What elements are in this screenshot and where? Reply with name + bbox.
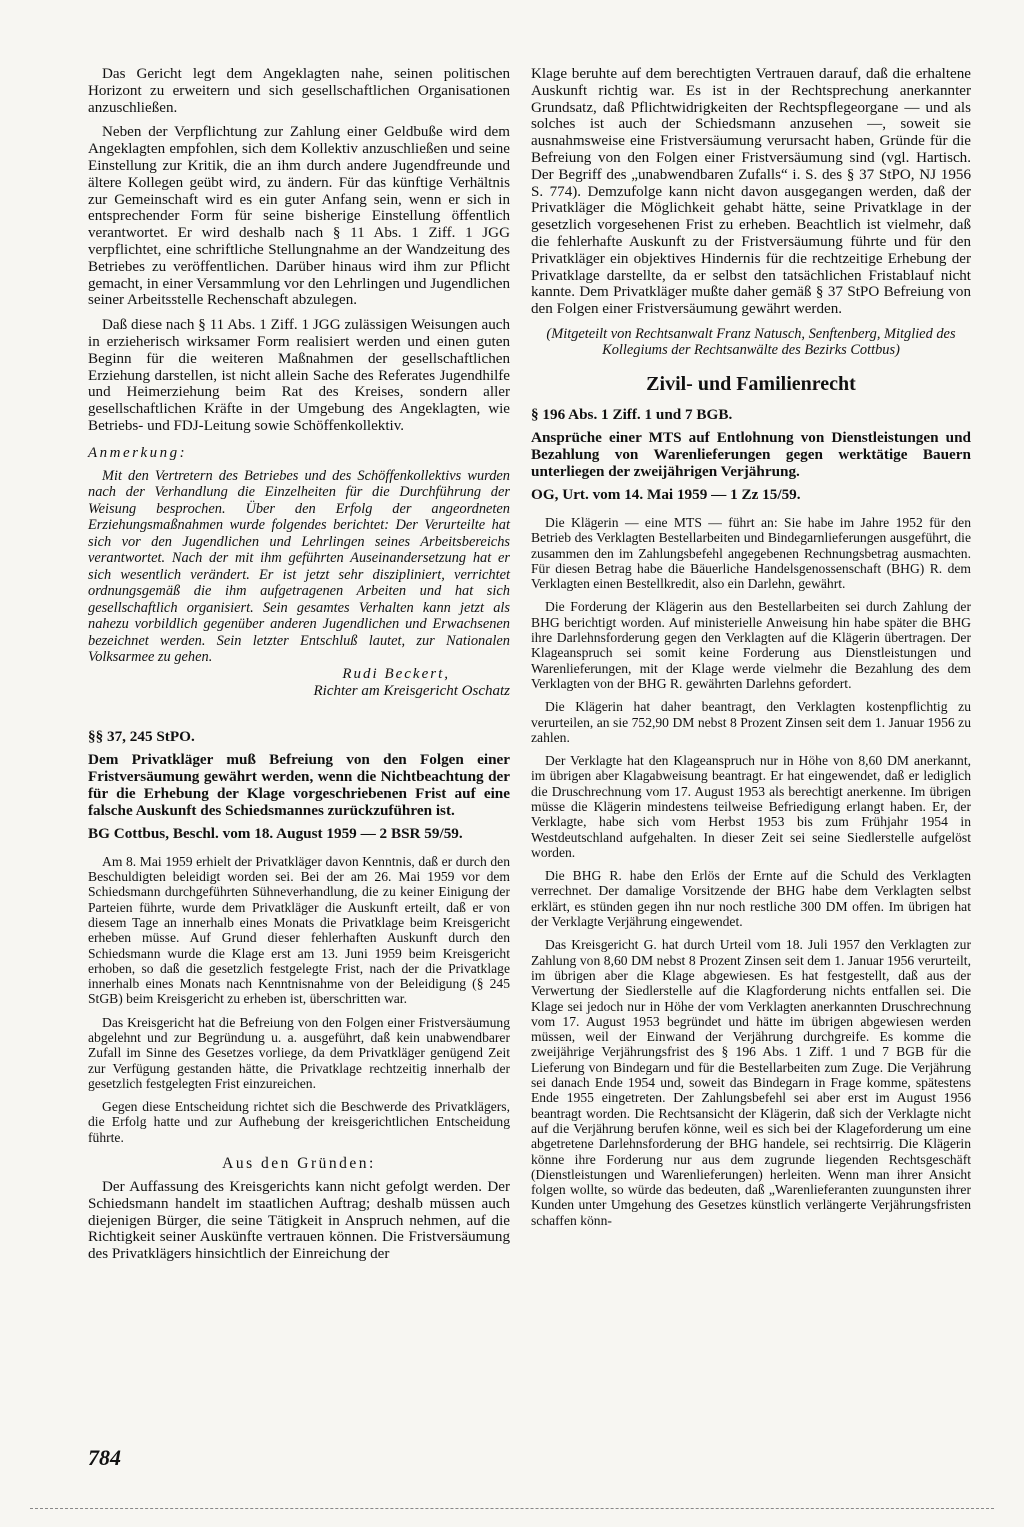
annotation-paragraph: Mit den Vertretern des Betriebes und des Schöffenkollektivs wurden nach der Verhandlung die Einzelheiten für die Durchführung der Weisung besprochen. Über den Erfolg der angeordneten Erziehungsmaßnahmen wurde folgendes berichtet: Der Verurteilte hat sich vor den Jugendlichen und Lehrlingen seines Arbeitsbereichs verantwortet. Nach der mit ihm geführten Auseinandersetzung hat er sich wesentlich verändert. Er ist jetzt sehr diszipliniert, verrichtet ordnungsgemäß die ihm aufgetragenen Arbeiten und hat sich gesellschaftlich organisiert. Sein gesamtes Verhalten kann jetzt als nahezu vorbildlich gegenüber anderen Jugendlichen und Erwachsenen bezeichnet werden. Sein letzter Entschluß lautet, zur Nationalen Volksarmee zu gehen.	[88, 467, 510, 666]
annotation-text	[88, 468, 510, 666]
paragraph: Das Gericht legt dem Angeklagten nahe, seinen politischen Horizont zu erweitern und sich gesellschaftlichen Organisationen anzuschließen.	[88, 66, 510, 116]
page-number: 784	[88, 1445, 121, 1470]
paragraph: Der Auffassung des Kreisgerichts kann nicht gefolgt werden. Der Schiedsmann handelt im staatlichen Auftrag; deshalb müssen auch diejenigen Bürger, die seine Tätigkeit in Anspruch nehmen, auf die Richtigkeit seiner Auskünfte vertrauen können. Die Fristversäumung des Privatklägers hinsichtlich der Einreichung der	[88, 1179, 510, 1263]
paragraph: Daß diese nach § 11 Abs. 1 Ziff. 1 JGG zulässigen Weisungen auch in erzieherisch wirksamer Form realisiert werden und einen guten Beginn für die weiteren Maßnahmen der gesellschaftlichen Erziehung darstellen, ist nicht allein Sache des Referates Jugendhilfe und Heimerziehung beim Rat des Kreises, sondern aller gesellschaftlichen Kräfte in der Umgebung des Angeklagten, wie Betriebs- und FDJ-Leitung sowie Schöffenkollektiv.	[88, 317, 510, 434]
section-heading: Zivil- und Familienrecht	[646, 372, 856, 395]
court-citation: BG Cottbus, Beschl. vom 18. August 1959 — 2 BSR 59/59.	[88, 824, 463, 842]
paragraph: Neben der Verpflichtung zur Zahlung einer Geldbuße wird dem Angeklagten empfohlen, sich dem Kollektiv anzuschließen und seine Einstellung zur Kritik, die an ihm durch andere Jugendfreunde und ältere Kollegen geübt wird, zu ändern. Für das künftige Verhältnis zur Gemeinschaft wird es ein guter Anfang sein, wenn er sich in entsprechender Form für seine bisherige Einstellung öffentlich verantwortet. Er wird deshalb nach § 11 Abs. 1 Ziff. 1 JGG verpflichtet, eine schriftliche Stellungnahme an der Wandzeitung des Betriebes zu veröffentlichen. Darüber hinaus wird ihm zur Pflicht gemacht, in einer Versammlung vor den Lehrlingen und Jugendlichen seiner Arbeitsstelle Rechenschaft abzulegen.	[88, 124, 510, 309]
paragraph: Das Kreisgericht hat die Befreiung von den Folgen einer Fristversäumung abgelehnt und zur Begründung u. a. ausgeführt, daß kein unabwendbarer Zufall im Sinne des Gesetzes vorliege, da dem Privatkläger genügend Zeit zur Verfügung gestanden hätte, die Privatklage rechtzeitig innerhalb der gesetzlich festgelegten Frist einzureichen.	[88, 1014, 510, 1091]
bottom-rule	[30, 1508, 994, 1509]
section-reference: §§ 37, 245 StPO.	[88, 727, 195, 745]
communicated-by: (Mitgeteilt von Rechtsanwalt Franz Natusch, Senftenberg, Mitglied des Kollegiums der Rechtsanwälte des Bezirks Cottbus)	[546, 325, 956, 359]
left-column	[88, 66, 510, 1271]
paragraph: Die Klägerin hat daher beantragt, den Verklagten kostenpflichtig zu verurteilen, an sie 752,90 DM nebst 8 Prozent Zinsen seit dem 1. Januar 1956 zu zahlen.	[531, 699, 971, 745]
signature-name: Rudi Beckert,	[342, 665, 450, 682]
reasons-heading: Aus den Gründen:	[222, 1155, 376, 1173]
signature-title: Richter am Kreisgericht Oschatz	[313, 682, 510, 699]
paragraph: Die Forderung der Klägerin aus den Bestellarbeiten sei durch Zahlung der BHG berichtigt worden. Auf ministerielle Anweisung hin habe später die BHG ihre Darlehnsforderung gegen den Verklagten auf die Klägerin übertragen. Der Klageanspruch sei somit keine Forderung aus Dienstleistungen und Warenlieferungen, mit der Klage werde vielmehr die Bezahlung des dem Verklagten von der BHG R. gewährten Darlehns gefordert.	[531, 599, 971, 691]
right-column	[531, 66, 971, 1236]
annotation-label: Anmerkung:	[88, 444, 188, 461]
paragraph: Die BHG R. habe den Erlös der Ernte auf die Schuld des Verklagten verrechnet. Der damalige Vorsitzende der BHG habe dem Verklagten selbst erklärt, es stünden gegen ihn nur noch restliche 300 DM offen. Im übrigen hat der Verklagte Verjährung eingewendet.	[531, 868, 971, 930]
paragraph: Gegen diese Entscheidung richtet sich die Beschwerde des Privatklägers, die Erfolg hatte und zur Aufhebung der kreisgerichtlichen Entscheidung führte.	[88, 1099, 510, 1145]
paragraph: Die Klägerin — eine MTS — führt an: Sie habe im Jahre 1952 für den Betrieb des Verklagten Bestellarbeiten und Bindegarnlieferungen ausgeführt, die zusammen den im Zahlungsbefehl angegebenen Rechnungsbetrag ausmachten. Für diesen Betrag habe die Bäuerliche Handelsgenossenschaft (BHG) R. dem Verklagten einen Bestellkredit, also ein Darlehn, gewährt.	[531, 514, 971, 592]
paragraph: Das Kreisgericht G. hat durch Urteil vom 18. Juli 1957 den Verklagten zur Zahlung von 8,60 DM nebst 8 Prozent Zinsen seit dem 1. Januar 1956 verurteilt, im übrigen aber die Klage abgewiesen. Es hat festgestellt, daß aus der Verwertung der Siedlerstelle auf die Klagforderung nichts entfallen sei. Die Klage sei jedoch nur in Höhe der vom Verklagten anerkannten Druschrechnung vom 17. August 1953 begründet und hätte im übrigen abgewiesen werden müssen, weil der Einwand der Verjährung durchgreife. Es komme die zweijährige Verjährungsfrist des § 196 Abs. 1 Ziff. 1 und 7 BGB für die Lieferung von Bindegarn und für die Bestellarbeiten zum Zuge. Die Verjährung sei danach Ende 1954 und, soweit das Bindegarn in Frage komme, spätestens Ende 1955 eingetreten. Der Zahlungsbefehl sei aber erst im August 1956 beantragt worden. Die Rechtsansicht der Klägerin, daß sich der Verklagte nicht auf die Verjährung berufen könne, weil es sich bei der Klageforderung um eine abgetretene Darlehnsforderung der BHG handele, sei rechtsirrig. Die Klägerin könne ihre Forderung nur aus dem zugrunde liegenden Rechtsgeschäft (Dienstleistungen und Warenlieferungen) herleiten. Wenn man ihrer Ansicht folgen wollte, so würde das bedeuten, daß „Warenlieferanten zuungunsten ihrer Kunden unter Umgehung des Gesetzes künstlich verlängerte Verjährungsfristen schaffen könn-	[531, 937, 971, 1228]
signature	[88, 666, 510, 700]
paragraph: Am 8. Mai 1959 erhielt der Privatkläger davon Kenntnis, daß er durch den Beschuldigten beleidigt worden sei. Bei der am 26. Mai 1959 vor dem Schiedsmann durchgeführten Sühneverhandlung, die zu keiner Einigung der Parteien führte, wurde dem Privatkläger die Auskunft erteilt, daß er von diesem Tage an innerhalb eines Monats die Privatklage beim Kreisgericht erheben müsse. Auf Grund dieser fehlerhaften Auskunft durch den Schiedsmann wurde die Klage erst am 13. Juni 1959 beim Kreisgericht erhoben, so daß die gesetzlich festgelegte Frist, nach der die Privatklage innerhalb eines Monats nach Kenntnisnahme von der Beleidigung (§ 245 StGB) beim Kreisgericht zu erheben ist, überschritten war.	[88, 853, 510, 1007]
headnote: Dem Privatkläger muß Befreiung von den Folgen einer Fristversäumung gewährt werden, wenn die Nichtbeachtung der für die Erhebung der Klage vorgeschriebenen Frist auf eine falsche Auskunft des Schiedsmannes zurückzuführen ist.	[88, 750, 510, 819]
paragraph: Der Verklagte hat den Klageanspruch nur in Höhe von 8,60 DM anerkannt, im übrigen aber Klagabweisung beantragt. Er hat eingewendet, daß er lediglich die Druschrechnung vom 17. August 1953 als berechtigt anerkenne. Im übrigen müsse die Klägerin mindestens teilweise Befriedigung erlangt haben. Er, der Verklagte, habe sich vom Herbst 1953 bis zum Frühjahr 1954 in Westdeutschland aufgehalten. In dieser Zeit sei seine Siedlerstelle aufgelöst worden.	[531, 753, 971, 860]
paragraph: Klage beruhte auf dem berechtigten Vertrauen darauf, daß die erhaltene Auskunft richtig war. Es ist in der Rechtsprechung anerkannter Grundsatz, daß Pflichtwidrigkeiten der Rechtspflegeorgane — und als solches ist auch der Schiedsmann anzusehen —, soweit sie ausnahmsweise eine Fristversäumung verursacht haben, Gründe für die Befreiung von den Folgen einer Fristversäumung sind (vgl. Hartisch. Der Begriff des „unabwendbaren Zufalls“ i. S. des § 37 StPO, NJ 1956 S. 774). Demzufolge kann nicht davon ausgegangen werden, daß der Privatkläger die Möglichkeit gehabt hätte, seine Privatklage in der gesetzlich vorgesehenen Frist zu erheben. Beachtlich ist vielmehr, daß die fehlerhafte Auskunft zu der Fristversäumung führte und für den Privatkläger ein objektives Hindernis für die rechtzeitige Erhebung der Privatklage darstellte, da er selbst den tatsächlichen Fristablauf nicht kannte. Dem Privatkläger mußte daher gemäß § 37 StPO Befreiung von den Folgen einer Fristversäumung gewährt werden.	[531, 66, 971, 318]
section-reference: § 196 Abs. 1 Ziff. 1 und 7 BGB.	[531, 405, 733, 423]
court-citation: OG, Urt. vom 14. Mai 1959 — 1 Zz 15/59.	[531, 485, 801, 503]
headnote: Ansprüche einer MTS auf Entlohnung von Dienstleistungen und Bezahlung von Warenlieferungen gegen werktätige Bauern unterliegen der zweijährigen Verjährung.	[531, 428, 971, 480]
